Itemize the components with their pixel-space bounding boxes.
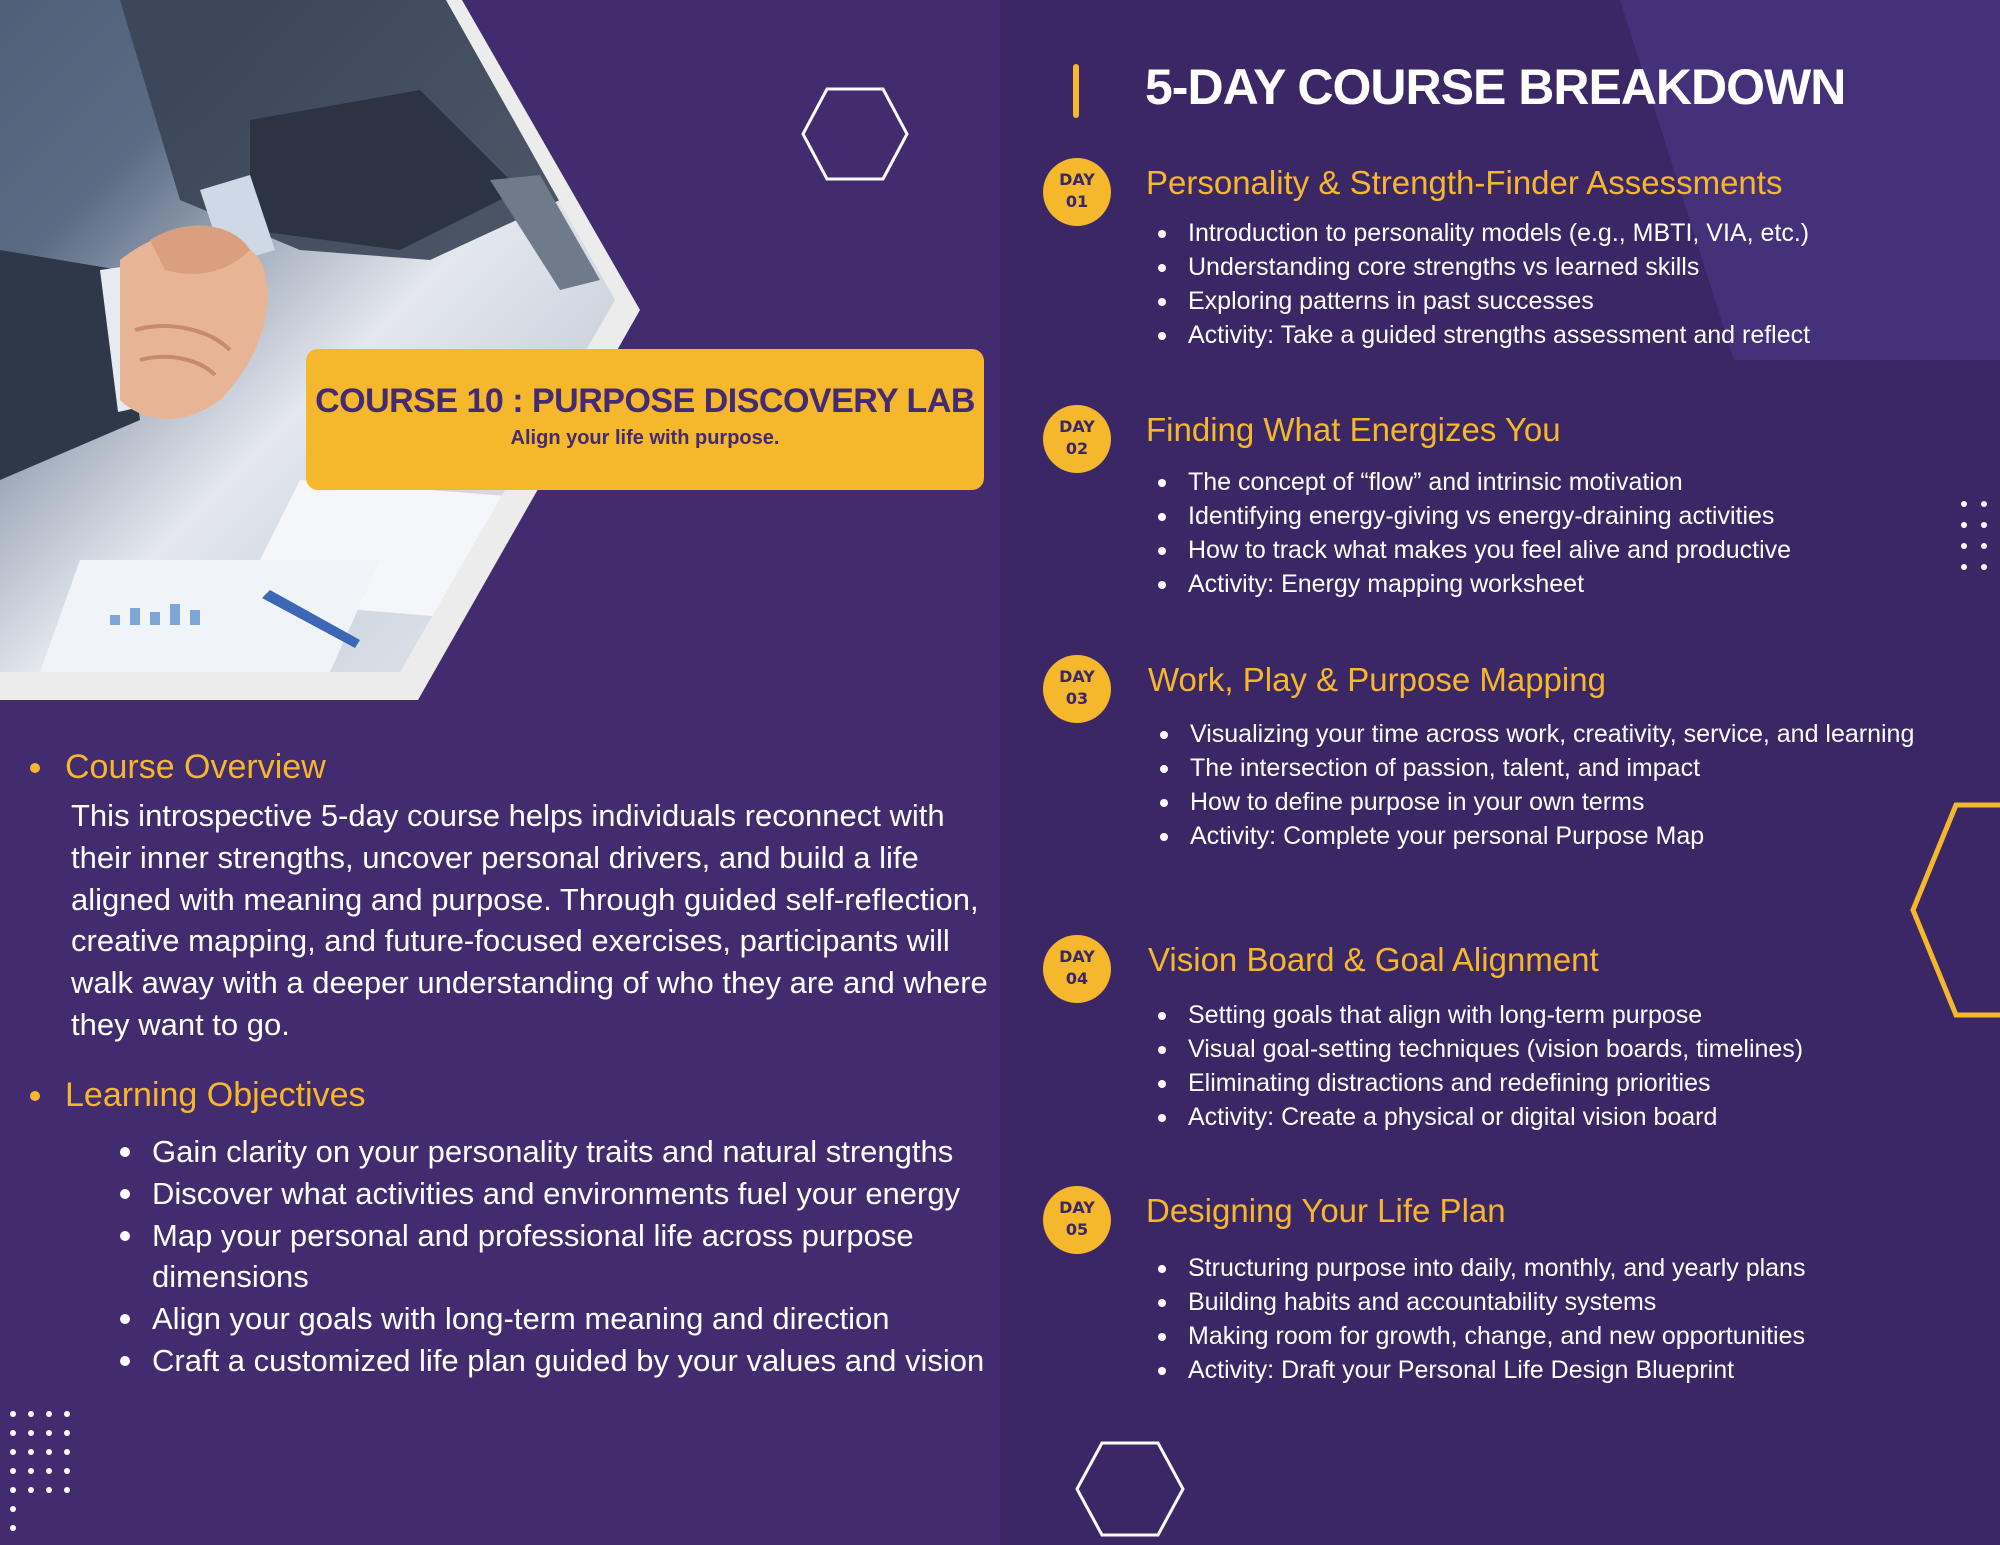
topic-item: Making room for growth, change, and new opportunities <box>1146 1319 1946 1353</box>
objectives-list <box>90 1131 985 1382</box>
objective-item: Discover what activities and environments fuel your energy <box>90 1173 990 1215</box>
day-number: 02 <box>1065 439 1089 458</box>
objective-item: Align your goals with long-term meaning and direction <box>90 1298 990 1340</box>
day-topics-list <box>1146 465 1946 601</box>
day-badge <box>1043 655 1111 723</box>
learning-objectives-heading-text: Learning Objectives <box>65 1076 366 1114</box>
day-label: DAY <box>1059 1198 1095 1217</box>
day-title: Vision Board & Goal Alignment <box>1148 941 1599 978</box>
bullet-icon <box>30 763 40 773</box>
topic-item: Setting goals that align with long-term purpose <box>1146 998 1946 1032</box>
day-topics-list <box>1146 216 1946 352</box>
topic-item: Exploring patterns in past successes <box>1146 284 1946 318</box>
breakdown-heading: 5-DAY COURSE BREAKDOWN <box>1145 59 1846 115</box>
day-number: 05 <box>1065 1220 1089 1239</box>
day-badge <box>1043 935 1111 1003</box>
day-topics-list <box>1146 998 1946 1134</box>
handshake-photo <box>0 0 615 672</box>
learning-objectives-heading <box>30 1076 980 1115</box>
day-title: Work, Play & Purpose Mapping <box>1148 661 1606 698</box>
topic-item: Understanding core strengths vs learned skills <box>1146 250 1946 284</box>
day-label: DAY <box>1059 170 1095 189</box>
handshake-illustration <box>0 0 615 672</box>
course-overview-heading <box>30 748 980 787</box>
topic-item: Activity: Energy mapping worksheet <box>1146 567 1946 601</box>
day-title: Designing Your Life Plan <box>1146 1192 1506 1229</box>
course-overview-heading-text: Course Overview <box>65 748 326 786</box>
day-label: DAY <box>1059 947 1095 966</box>
topic-item: Activity: Complete your personal Purpose Map <box>1148 819 1948 853</box>
day-topics-list <box>1148 717 1948 853</box>
day-badge <box>1043 158 1111 226</box>
day-label: DAY <box>1059 667 1095 686</box>
course-title-badge <box>306 349 984 490</box>
topic-item: How to track what makes you feel alive and productive <box>1146 533 1946 567</box>
topic-item: How to define purpose in your own terms <box>1148 785 1948 819</box>
day-title: Finding What Energizes You <box>1146 411 1561 448</box>
hexagon-outline-icon <box>800 86 910 182</box>
course-tagline: Align your life with purpose. <box>510 427 780 449</box>
topic-item: Identifying energy-giving vs energy-draining activities <box>1146 499 1946 533</box>
day-topics-list <box>1146 1251 1946 1387</box>
day-badge <box>1043 405 1111 473</box>
day-number: 03 <box>1065 689 1089 708</box>
topic-item: Activity: Draft your Personal Life Design Blueprint <box>1146 1353 1946 1387</box>
topic-item: Introduction to personality models (e.g., MBTI, VIA, etc.) <box>1146 216 1946 250</box>
objective-item: Gain clarity on your personality traits and natural strengths <box>90 1131 990 1173</box>
topic-item: Visualizing your time across work, creativity, service, and learning <box>1148 717 1948 751</box>
topic-item: Activity: Create a physical or digital vision board <box>1146 1100 1946 1134</box>
day-title: Personality & Strength-Finder Assessments <box>1146 164 1783 201</box>
day-badge <box>1043 1186 1111 1254</box>
topic-item: Structuring purpose into daily, monthly, and yearly plans <box>1146 1251 1946 1285</box>
topic-item: Eliminating distractions and redefining priorities <box>1146 1066 1946 1100</box>
bullet-icon <box>30 1091 40 1101</box>
heading-accent-bar <box>1073 64 1079 118</box>
course-title: COURSE 10 : PURPOSE DISCOVERY LAB <box>315 382 975 420</box>
day-number: 04 <box>1065 969 1089 988</box>
topic-item: The concept of “flow” and intrinsic motivation <box>1146 465 1946 499</box>
topic-item: The intersection of passion, talent, and impact <box>1148 751 1948 785</box>
topic-item: Building habits and accountability systems <box>1146 1285 1946 1319</box>
day-number: 01 <box>1065 192 1089 211</box>
course-overview-text: This introspective 5-day course helps individuals reconnect with their inner strengths, uncover personal drivers, and build a life aligned with meaning and purpose. Through guided self-reflection, creative mapping, and future-focused exercises, participants will walk away with a deeper understanding of who they are and where they want to go. <box>71 798 988 1042</box>
topic-item: Visual goal-setting techniques (vision boards, timelines) <box>1146 1032 1946 1066</box>
course-overview-section <box>30 748 988 1046</box>
hexagon-outline-icon <box>1074 1440 1186 1538</box>
objective-item: Craft a customized life plan guided by your values and vision <box>90 1340 990 1382</box>
day-label: DAY <box>1059 417 1095 436</box>
dot-grid-decoration <box>1955 495 2000 595</box>
objective-item: Map your personal and professional life across purpose dimensions <box>90 1215 990 1299</box>
dot-grid-decoration <box>0 1405 80 1545</box>
topic-item: Activity: Take a guided strengths assessment and reflect <box>1146 318 1946 352</box>
learning-objectives-section <box>30 1076 985 1382</box>
